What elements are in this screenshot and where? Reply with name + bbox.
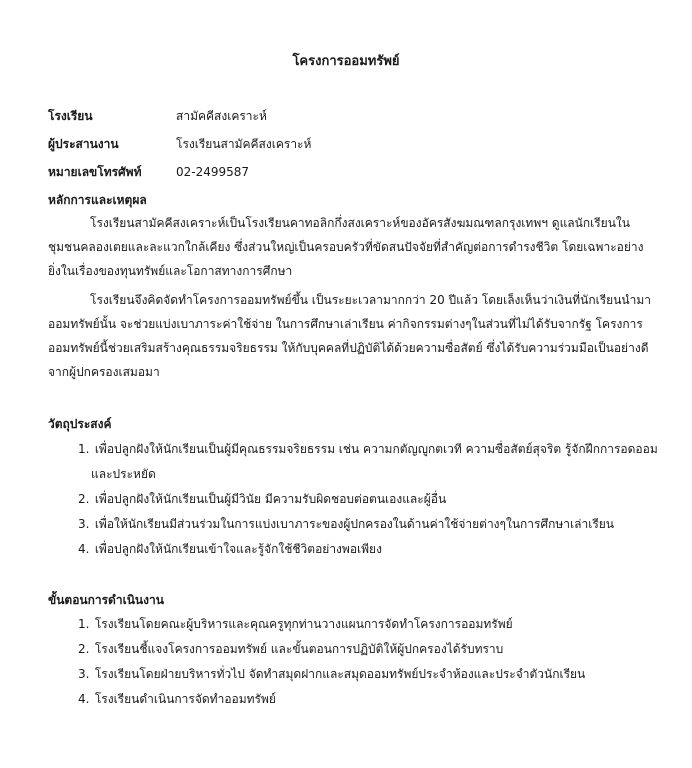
objective-number: 3.	[78, 517, 90, 531]
procedures-heading: ขั้นตอนการดำเนินงาน	[48, 593, 164, 607]
principles-paragraph-1: โรงเรียนสามัคคีสงเคราะห์เป็นโรงเรียนคาทอลิกกึ่งสงเคราะห์ของอัครสังฆมณฑลกรุงเทพฯ ดูแลนักเรียนในชุมชนคลองเตยและละแวกใกล้เคียง ซึ่งส่วนใหญ่เป็นครอบครัวที่ขัดสนปัจจัยที่สำคัญต่อการดำรงชีวิต โดยเฉพาะอย่างยิ่งในเรื่องของทุนทรัพย์และโอกาสทางการศึกษา	[48, 216, 644, 278]
procedure-text: โรงเรียนโดยฝ่ายบริหารทั่วไป จัดทำสมุดฝากและสมุดออมทรัพย์ประจำห้องและประจำตัวนักเรียน	[94, 667, 586, 681]
phone-value: 02-2499587	[176, 165, 250, 179]
objective-number: 1.	[78, 442, 90, 456]
procedure-item	[78, 637, 658, 662]
info-row-coordinator	[48, 134, 648, 154]
objective-item	[78, 437, 658, 487]
procedure-text: โรงเรียนโดยคณะผู้บริหารและคุณครูทุกท่านวางแผนการจัดทำโครงการออมทรัพย์	[94, 617, 513, 631]
principles-heading: หลักการและเหตุผล	[48, 193, 147, 207]
info-row-school	[48, 106, 648, 126]
objective-text: เพื่อให้นักเรียนมีส่วนร่วมในการแบ่งเบาภาระของผู้ปกครองในด้านค่าใช้จ่ายต่างๆในการศึกษาเล่าเรียน	[94, 517, 614, 531]
procedure-number: 3.	[78, 667, 90, 681]
info-row-phone	[48, 162, 648, 182]
procedure-item	[78, 662, 658, 687]
procedure-number: 4.	[78, 692, 90, 706]
procedure-number: 1.	[78, 617, 90, 631]
objective-text: เพื่อปลูกฝังให้นักเรียนเป็นผู้มีคุณธรรมจริยธรรม เช่น ความกตัญญูกตเวที ความซื่อสัตย์สุจริต รู้จักฝึกการอดออมและประหยัด	[91, 442, 658, 481]
objectives-list	[78, 437, 658, 562]
objective-item	[78, 537, 658, 562]
coordinator-label: ผู้ประสานงาน	[48, 137, 119, 151]
procedure-text: โรงเรียนชี้แจงโครงการออมทรัพย์ และขั้นตอนการปฏิบัติให้ผู้ปกครองได้รับทราบ	[94, 642, 504, 656]
procedure-item	[78, 612, 658, 637]
objective-item	[78, 487, 658, 512]
procedure-item	[78, 687, 658, 712]
principles-paragraph-2: โรงเรียนจึงคิดจัดทำโครงการออมทรัพย์ขึ้น เป็นระยะเวลามากกว่า 20 ปีแล้ว โดยเล็งเห็นว่าเงินที่นักเรียนนำมาออมทรัพย์นั้น จะช่วยแบ่งเบาภาระค่าใช้จ่าย ในการศึกษาเล่าเรียน ค่ากิจกรรมต่างๆในส่วนที่ไม่ได้รับจากรัฐ โครงการออมทรัพย์นี้ช่วยเสริมสร้างคุณธรรมจริยธรรม ให้กับบุคคลที่ปฏิบัติได้ด้วยความซื่อสัตย์ ซึ่งได้รับความร่วมมือเป็นอย่างดีจากผู้ปกครองเสมอมา	[48, 293, 652, 379]
objective-number: 2.	[78, 492, 90, 506]
objective-text: เพื่อปลูกฝังให้นักเรียนเข้าใจและรู้จักใช้ชีวิตอย่างพอเพียง	[94, 542, 382, 556]
objectives-heading: วัตถุประสงค์	[48, 417, 112, 431]
objective-number: 4.	[78, 542, 90, 556]
coordinator-value: โรงเรียนสามัคคีสงเคราะห์	[176, 137, 312, 151]
phone-label: หมายเลขโทรศัพท์	[48, 165, 142, 179]
procedure-number: 2.	[78, 642, 90, 656]
procedure-text: โรงเรียนดำเนินการจัดทำออมทรัพย์	[94, 692, 276, 706]
school-label: โรงเรียน	[48, 109, 93, 123]
procedures-list	[78, 612, 658, 712]
objective-item	[78, 512, 658, 537]
document-title: โครงการออมทรัพย์	[292, 54, 400, 69]
school-value: สามัคคีสงเคราะห์	[176, 109, 267, 123]
objective-text: เพื่อปลูกฝังให้นักเรียนเป็นผู้มีวินัย มีความรับผิดชอบต่อตนเองและผู้อื่น	[94, 492, 447, 506]
